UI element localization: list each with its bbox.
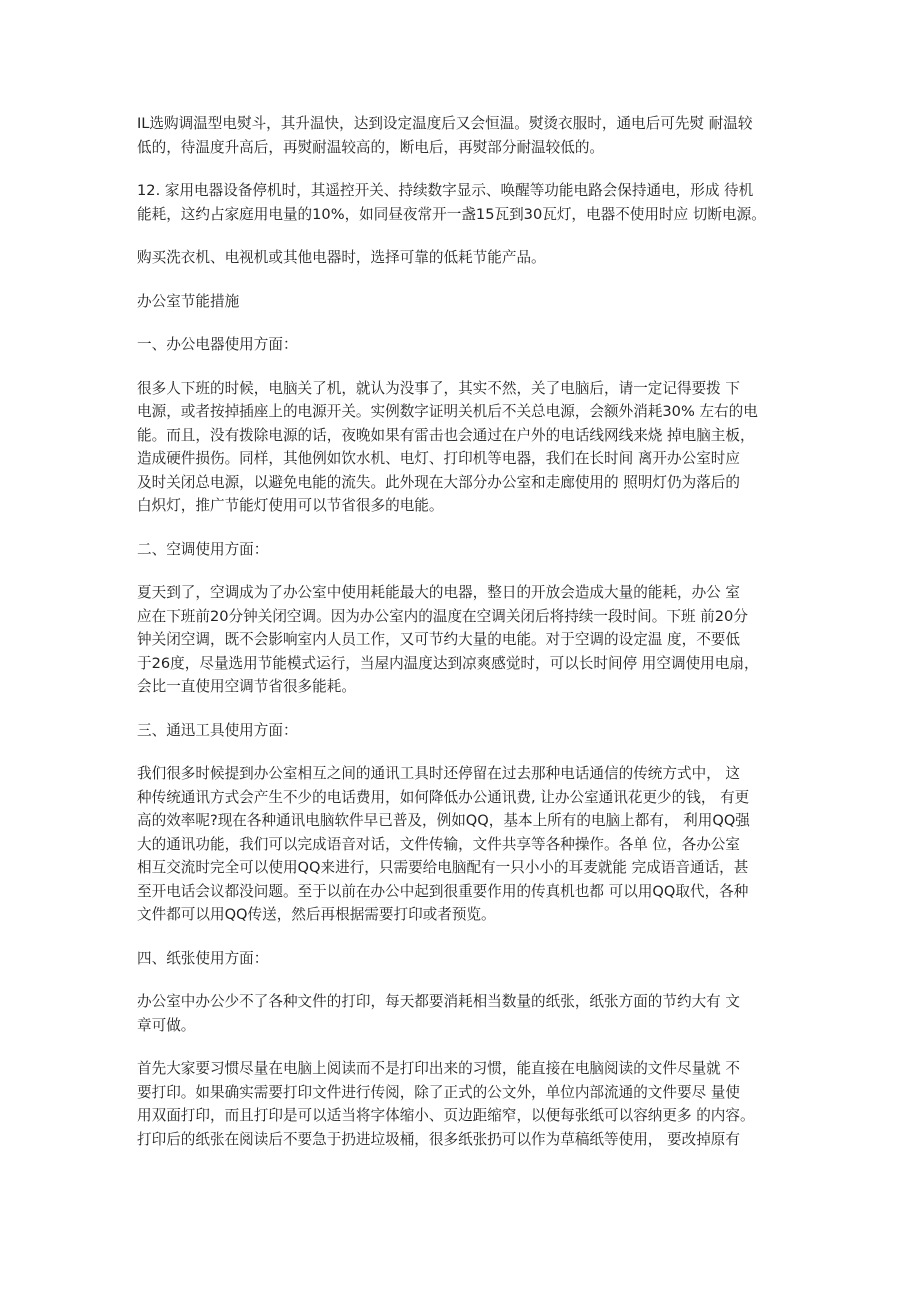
text-line: 我们很多时候提到办公室相互之间的通讯工具时还停留在过去那种电话通信的传统方式中， 这	[137, 765, 740, 782]
text-line: 造成硬件损伤。同样，其他例如饮水机、电灯、打印机等电器，我们在长时间 离开办公室时应	[137, 450, 740, 467]
text-line: 二、空调使用方面：	[137, 540, 269, 558]
text-line: 用双面打印，而且打印是可以适当将字体缩小、页边距缩窄，以便每张纸可以容纳更多 的内容。	[137, 1107, 755, 1124]
text-line: 大的通讯功能，我们可以完成语音对话，文件传输，文件共享等各种操作。各单 位，各办公室	[137, 835, 740, 853]
text-line: 能。而且，没有拨除电源的话，夜晚如果有雷击也会通过在户外的电话线网线来烧 掉电脑主板，	[137, 426, 755, 444]
text-line: 夏天到了，空调成为了办公室中使用耗能最大的电器，整日的开放会造成大量的能耗，办公 室	[137, 584, 740, 601]
text-line: 要打印。如果确实需要打印文件进行传阅，除了正式的公文外，单位内部流通的文件要尽 量使	[137, 1083, 740, 1101]
section-heading	[137, 719, 787, 743]
text-line: 种传统通讯方式会产生不少的电话费用，如何降低办公通讯费, 让办公室通讯花更少的钱， 有更	[137, 788, 750, 806]
paragraph	[137, 581, 787, 699]
paragraph	[137, 179, 787, 226]
text-line: 文件都可以用QQ传送，然后再根据需要打印或者预览。	[137, 906, 496, 923]
text-line: 很多人下班的时候，电脑关了机，就认为没事了，其实不然，关了电脑后，请一定记得要拨 下	[137, 379, 740, 397]
text-line: 相互交流时完全可以使用QQ来进行，只需要给电脑配有一只小小的耳麦就能 完成语音通话，甚	[137, 859, 749, 876]
paragraph	[137, 762, 787, 927]
section-heading	[137, 538, 787, 562]
text-line: 会比一直使用空调节省很多能耗。	[137, 678, 356, 695]
text-line: 办公室中办公少不了各种文件的打印，每天都要消耗相当数量的纸张，纸张方面的节约大有 文	[137, 993, 740, 1010]
text-line: 钟关闭空调，既不会影响室内人员工作，又可节约大量的电能。对于空调的设定温 度，不要低	[137, 631, 740, 648]
text-line: 能耗，这约占家庭用电量的10%，如同昼夜常开一盏15瓦到30瓦灯，电器不使用时应 切断电源。	[137, 205, 766, 223]
text-line: 三、通迅工具使用方面：	[137, 721, 298, 739]
paragraph	[137, 377, 787, 518]
text-line: 应在下班前20分钟关闭空调。因为办公室内的温度在空调关闭后将持续一段时间。下班 前20分	[137, 607, 748, 625]
section-heading	[137, 333, 787, 357]
text-line: 12. 家用电器设备停机时，其遥控开关、持续数字显示、唤醒等功能电路会保持通电，形成 待机	[137, 182, 754, 199]
text-line: 至开电话会议都没问题。至于以前在办公中起到很重要作用的传真机也都 可以用QQ取代，各种	[137, 882, 749, 900]
section-heading	[137, 290, 787, 314]
document-body	[137, 112, 787, 1171]
text-line: 办公室节能措施	[137, 292, 240, 310]
text-line: 首先大家要习惯尽量在电脑上阅读而不是打印出来的习惯，能直接在电脑阅读的文件尽量就 不	[137, 1060, 740, 1077]
text-line: 一、办公电器使用方面：	[137, 336, 298, 353]
text-line: 低的，待温度升高后，再熨耐温较高的，断电后，再熨部分耐温较低的。	[137, 138, 605, 156]
text-line: 四、纸张使用方面：	[137, 949, 269, 967]
paragraph	[137, 112, 787, 159]
paragraph	[137, 1057, 787, 1151]
text-line: 及时关闭总电源，以避免电能的流失。此外现在大部分办公室和走廊使用的 照明灯仍为落后的	[137, 473, 740, 491]
text-line: 于26度，尽量选用节能模式运行，当屋内温度达到凉爽感觉时，可以长时间停 用空调使用电扇，	[137, 654, 759, 672]
paragraph	[137, 990, 787, 1037]
text-line: 打印后的纸张在阅读后不要急于扔进垃圾桶，很多纸张扔可以作为草稿纸等使用， 要改掉原有	[137, 1130, 740, 1148]
text-line: 购买洗衣机、电视机或其他电器时，选择可靠的低耗节能产品。	[137, 249, 546, 266]
section-heading	[137, 947, 787, 971]
text-line: 电源，或者按掉插座上的电源开关。实例数字证明关机后不关总电源，会额外消耗30% 左右的电	[137, 403, 758, 420]
text-line: 章可做。	[137, 1016, 196, 1034]
text-line: 高的效率呢?现在各种通讯电脑软件早已普及，例如QQ，基本上所有的电脑上都有， 利用QQ强	[137, 812, 750, 829]
text-line: IL选购调温型电熨斗，其升温快，达到设定温度后又会恒温。熨烫衣服时，通电后可先熨 耐温较	[137, 115, 753, 132]
paragraph	[137, 246, 787, 270]
text-line: 白炽灯，推广节能灯使用可以节省很多的电能。	[137, 497, 444, 514]
